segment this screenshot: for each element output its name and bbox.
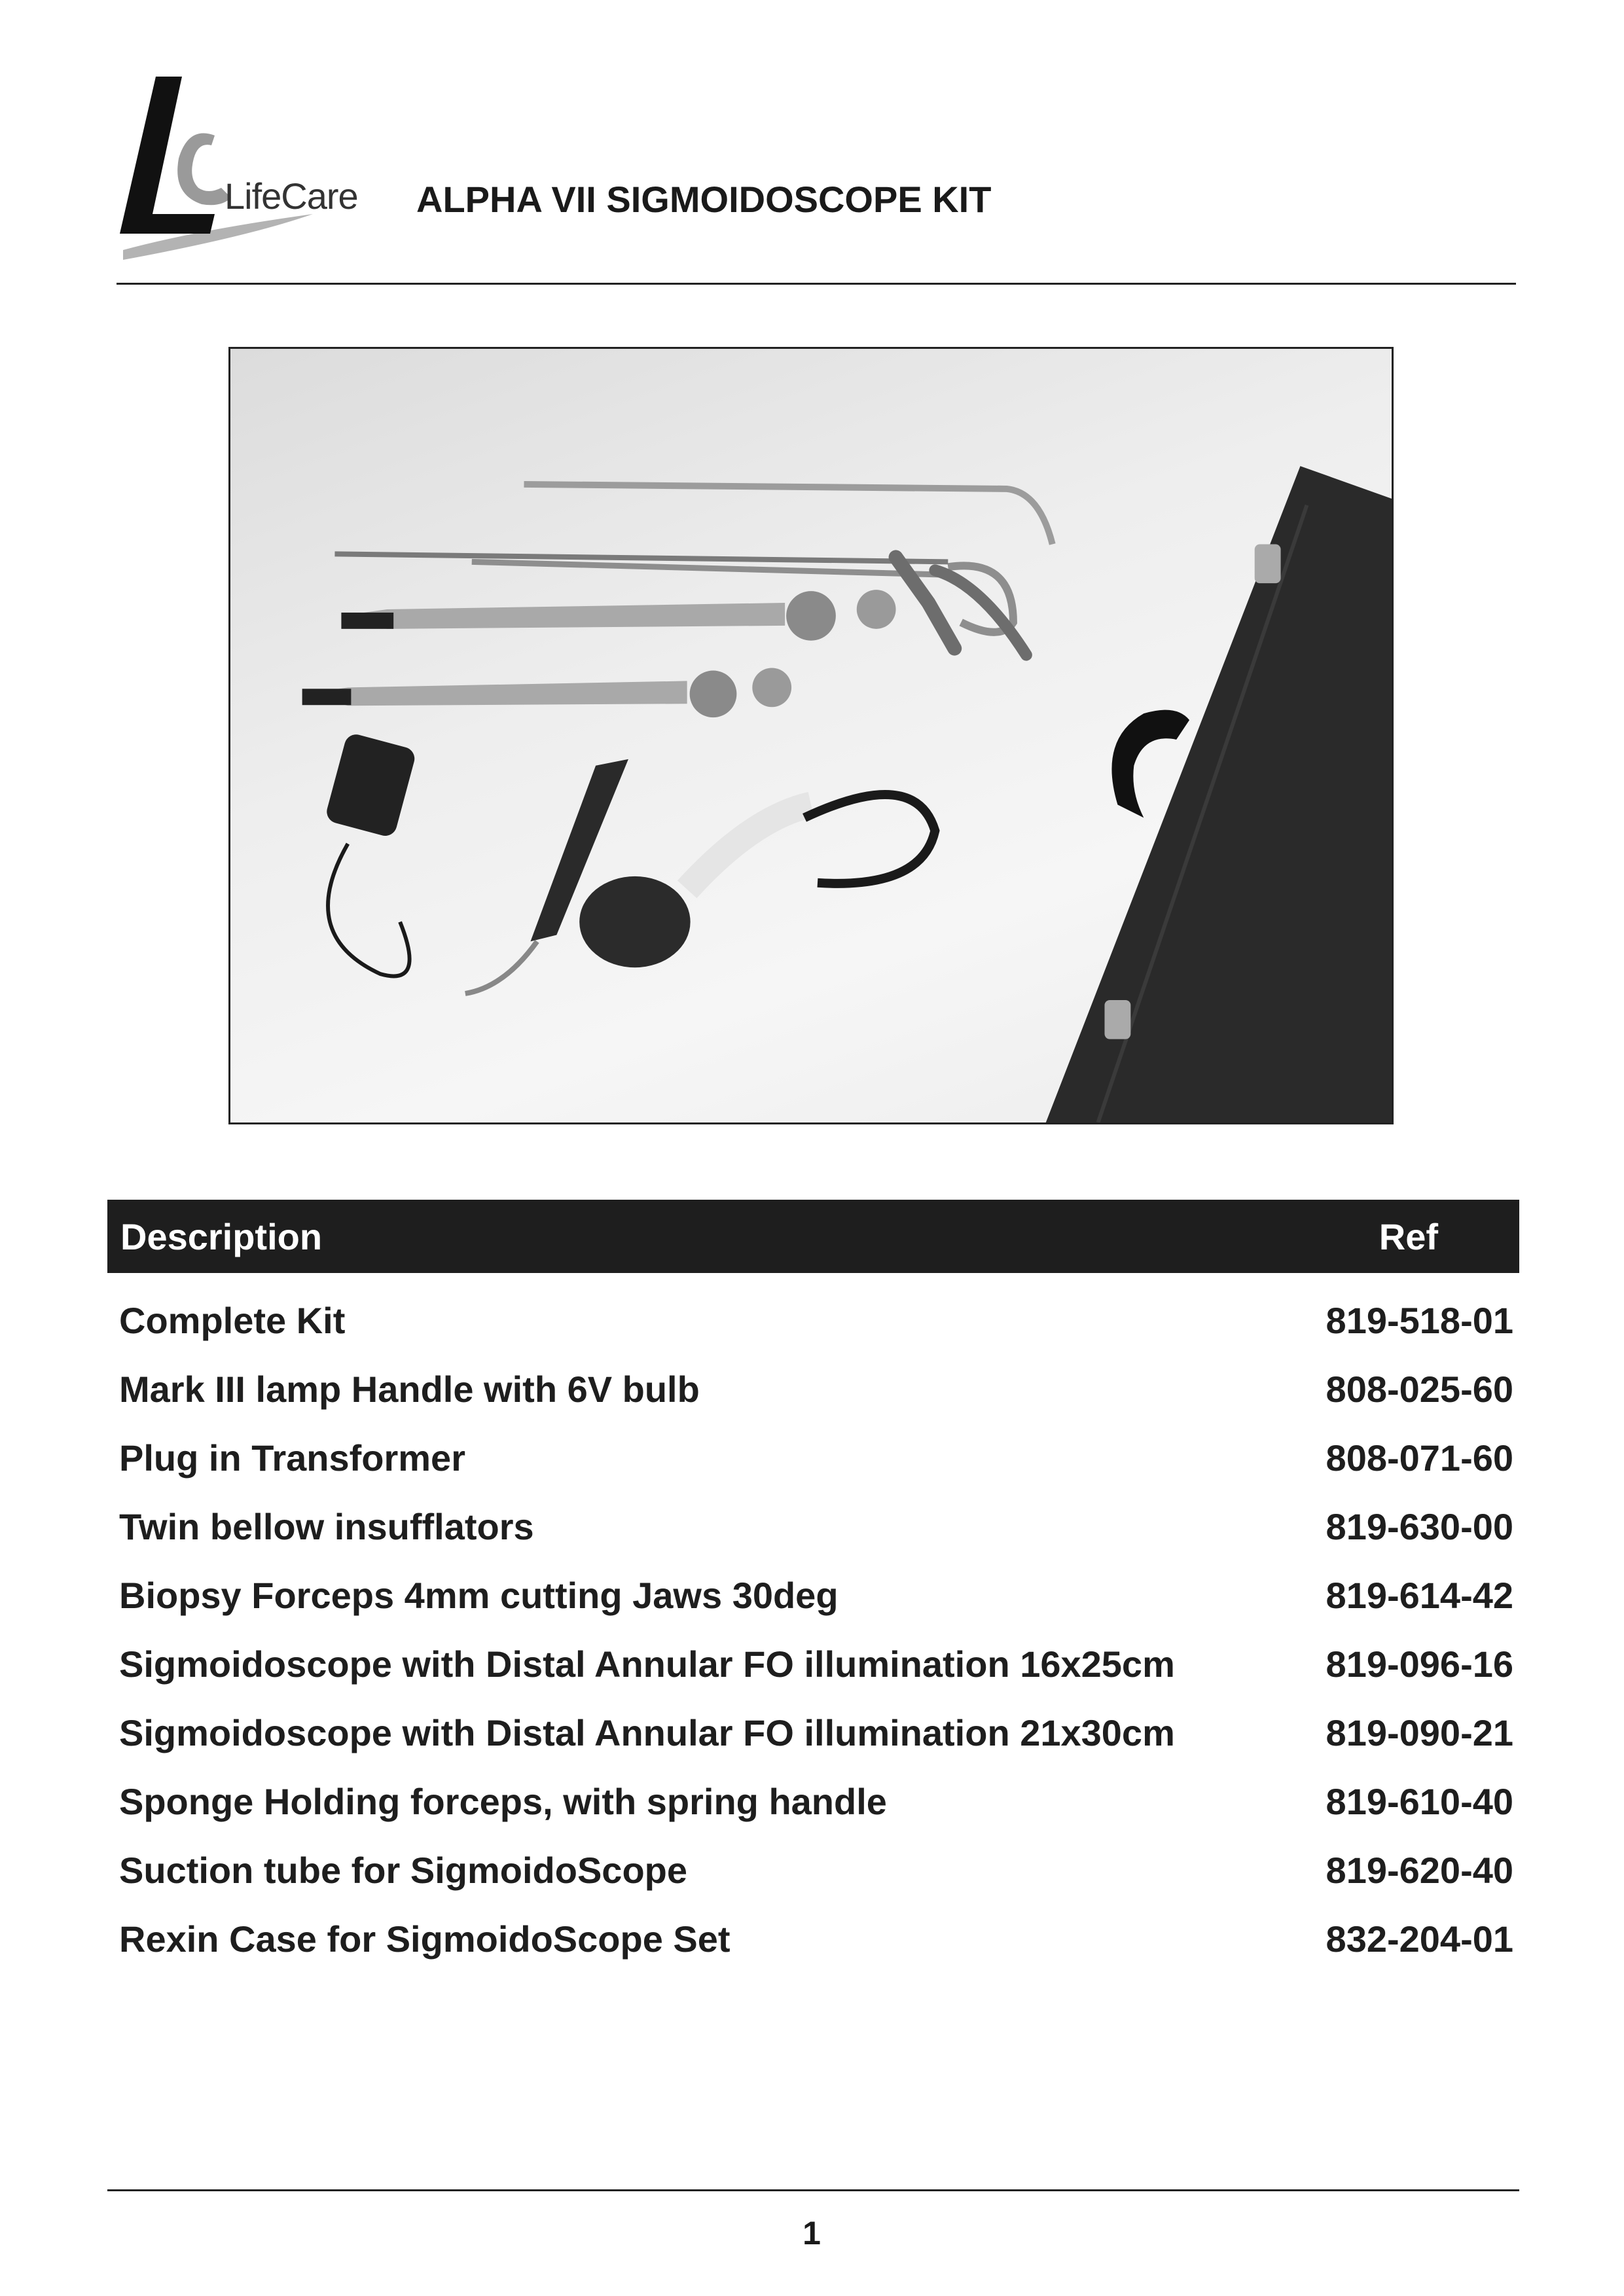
column-header-ref: Ref <box>1379 1216 1438 1257</box>
table-row <box>119 1918 1513 1986</box>
row-ref: 819-630-00 <box>1326 1506 1513 1547</box>
footer-divider <box>107 2189 1519 2191</box>
row-description: Mark III lamp Handle with 6V bulb <box>119 1369 700 1410</box>
row-description: Plug in Transformer <box>119 1437 465 1479</box>
parts-list <box>119 1299 1513 1986</box>
row-description: Twin bellow insufflators <box>119 1506 534 1547</box>
row-ref: 819-610-40 <box>1326 1781 1513 1822</box>
lifecare-logo <box>117 73 372 263</box>
header-divider <box>117 283 1516 285</box>
product-photo <box>228 347 1394 1124</box>
row-ref: 819-090-21 <box>1326 1712 1513 1753</box>
logo-text: LifeCare <box>225 175 358 217</box>
page-number: 1 <box>803 2215 821 2251</box>
rexin-case <box>1046 466 1392 1122</box>
row-description: Suction tube for SigmoidoScope <box>119 1850 687 1891</box>
row-description: Sigmoidoscope with Distal Annular FO illumination 21x30cm <box>119 1712 1175 1753</box>
table-row <box>119 1299 1513 1368</box>
row-ref: 808-025-60 <box>1326 1369 1513 1410</box>
row-description: Sponge Holding forceps, with spring handle <box>119 1781 887 1822</box>
case-latch-lower <box>1104 1000 1130 1039</box>
sigmoidoscope-large <box>341 603 785 629</box>
row-ref: 832-204-01 <box>1326 1918 1513 1960</box>
suction-tube <box>524 484 1052 545</box>
column-header-description: Description <box>120 1216 323 1257</box>
page-title: ALPHA VII SIGMOIDOSCOPE KIT <box>416 179 992 220</box>
table-row <box>119 1574 1513 1643</box>
plug-transformer <box>324 732 417 838</box>
table-row <box>119 1849 1513 1918</box>
sponge-forceps <box>472 562 948 575</box>
biopsy-forceps <box>334 554 948 562</box>
row-ref: 819-614-42 <box>1326 1575 1513 1616</box>
table-row <box>119 1505 1513 1574</box>
table-row <box>119 1437 1513 1505</box>
table-row <box>119 1643 1513 1712</box>
row-description: Biopsy Forceps 4mm cutting Jaws 30deg <box>119 1575 839 1616</box>
insufflator-bulb <box>579 876 690 967</box>
table-row <box>119 1712 1513 1780</box>
row-ref: 819-518-01 <box>1326 1300 1513 1341</box>
row-description: Complete Kit <box>119 1300 346 1341</box>
case-latch-upper <box>1255 544 1281 583</box>
table-header <box>107 1200 1519 1273</box>
table-row <box>119 1368 1513 1437</box>
row-description: Rexin Case for SigmoidoScope Set <box>119 1918 731 1960</box>
sigmoidoscope-small <box>302 681 687 706</box>
row-description: Sigmoidoscope with Distal Annular FO illumination 16x25cm <box>119 1643 1175 1685</box>
row-ref: 819-096-16 <box>1326 1643 1513 1685</box>
row-ref: 808-071-60 <box>1326 1437 1513 1479</box>
lifecare-logo-mark <box>117 73 372 263</box>
table-row <box>119 1780 1513 1849</box>
kit-illustration <box>230 349 1392 1122</box>
row-ref: 819-620-40 <box>1326 1850 1513 1891</box>
